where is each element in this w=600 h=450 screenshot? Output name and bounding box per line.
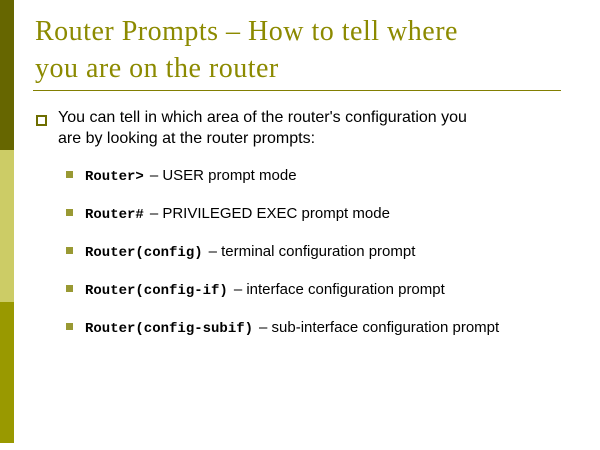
title-underline-rule xyxy=(33,90,561,91)
sub-bullet-text xyxy=(85,205,390,224)
router-prompt-code: Router(config) xyxy=(85,245,203,261)
bullet-item xyxy=(36,107,578,149)
filled-square-bullet-icon xyxy=(66,171,73,178)
slide-title xyxy=(35,13,458,87)
sub-bullet-item xyxy=(66,167,297,185)
sidebar-accent-bar xyxy=(0,0,14,443)
sub-bullet-text xyxy=(85,167,297,186)
router-prompt-code: Router> xyxy=(85,169,144,185)
sub-bullet-text xyxy=(85,281,445,300)
prompt-description: – sub-interface configuration prompt xyxy=(259,319,500,336)
prompt-description: – USER prompt mode xyxy=(149,167,297,184)
sidebar-band-medium xyxy=(0,302,14,443)
sub-bullet-item xyxy=(66,319,499,337)
sub-bullet-text xyxy=(85,243,415,262)
bullet-text xyxy=(58,107,578,149)
router-prompt-code: Router(config-if) xyxy=(85,283,228,299)
prompt-description: – terminal configuration prompt xyxy=(208,243,416,260)
sidebar-band-light xyxy=(0,150,14,302)
filled-square-bullet-icon xyxy=(66,209,73,216)
hollow-square-bullet-icon xyxy=(36,115,47,126)
router-prompt-code: Router(config-subif) xyxy=(85,321,254,337)
filled-square-bullet-icon xyxy=(66,285,73,292)
bullet-text-line2: are by looking at the router prompts: xyxy=(58,130,316,147)
filled-square-bullet-icon xyxy=(66,247,73,254)
sub-bullet-item xyxy=(66,281,445,299)
sidebar-band-dark xyxy=(0,0,14,150)
slide-title-line2: you are on the router xyxy=(35,53,279,84)
bullet-text-line1: You can tell in which area of the router's configuration you xyxy=(58,109,467,126)
router-prompt-code: Router# xyxy=(85,207,144,223)
sub-bullet-item xyxy=(66,205,390,223)
filled-square-bullet-icon xyxy=(66,323,73,330)
sub-bullet-item xyxy=(66,243,415,261)
prompt-description: – PRIVILEGED EXEC prompt mode xyxy=(149,205,390,222)
slide-title-line1: Router Prompts – How to tell where xyxy=(35,16,458,47)
prompt-description: – interface configuration prompt xyxy=(233,281,445,298)
sub-bullet-text xyxy=(85,319,499,338)
